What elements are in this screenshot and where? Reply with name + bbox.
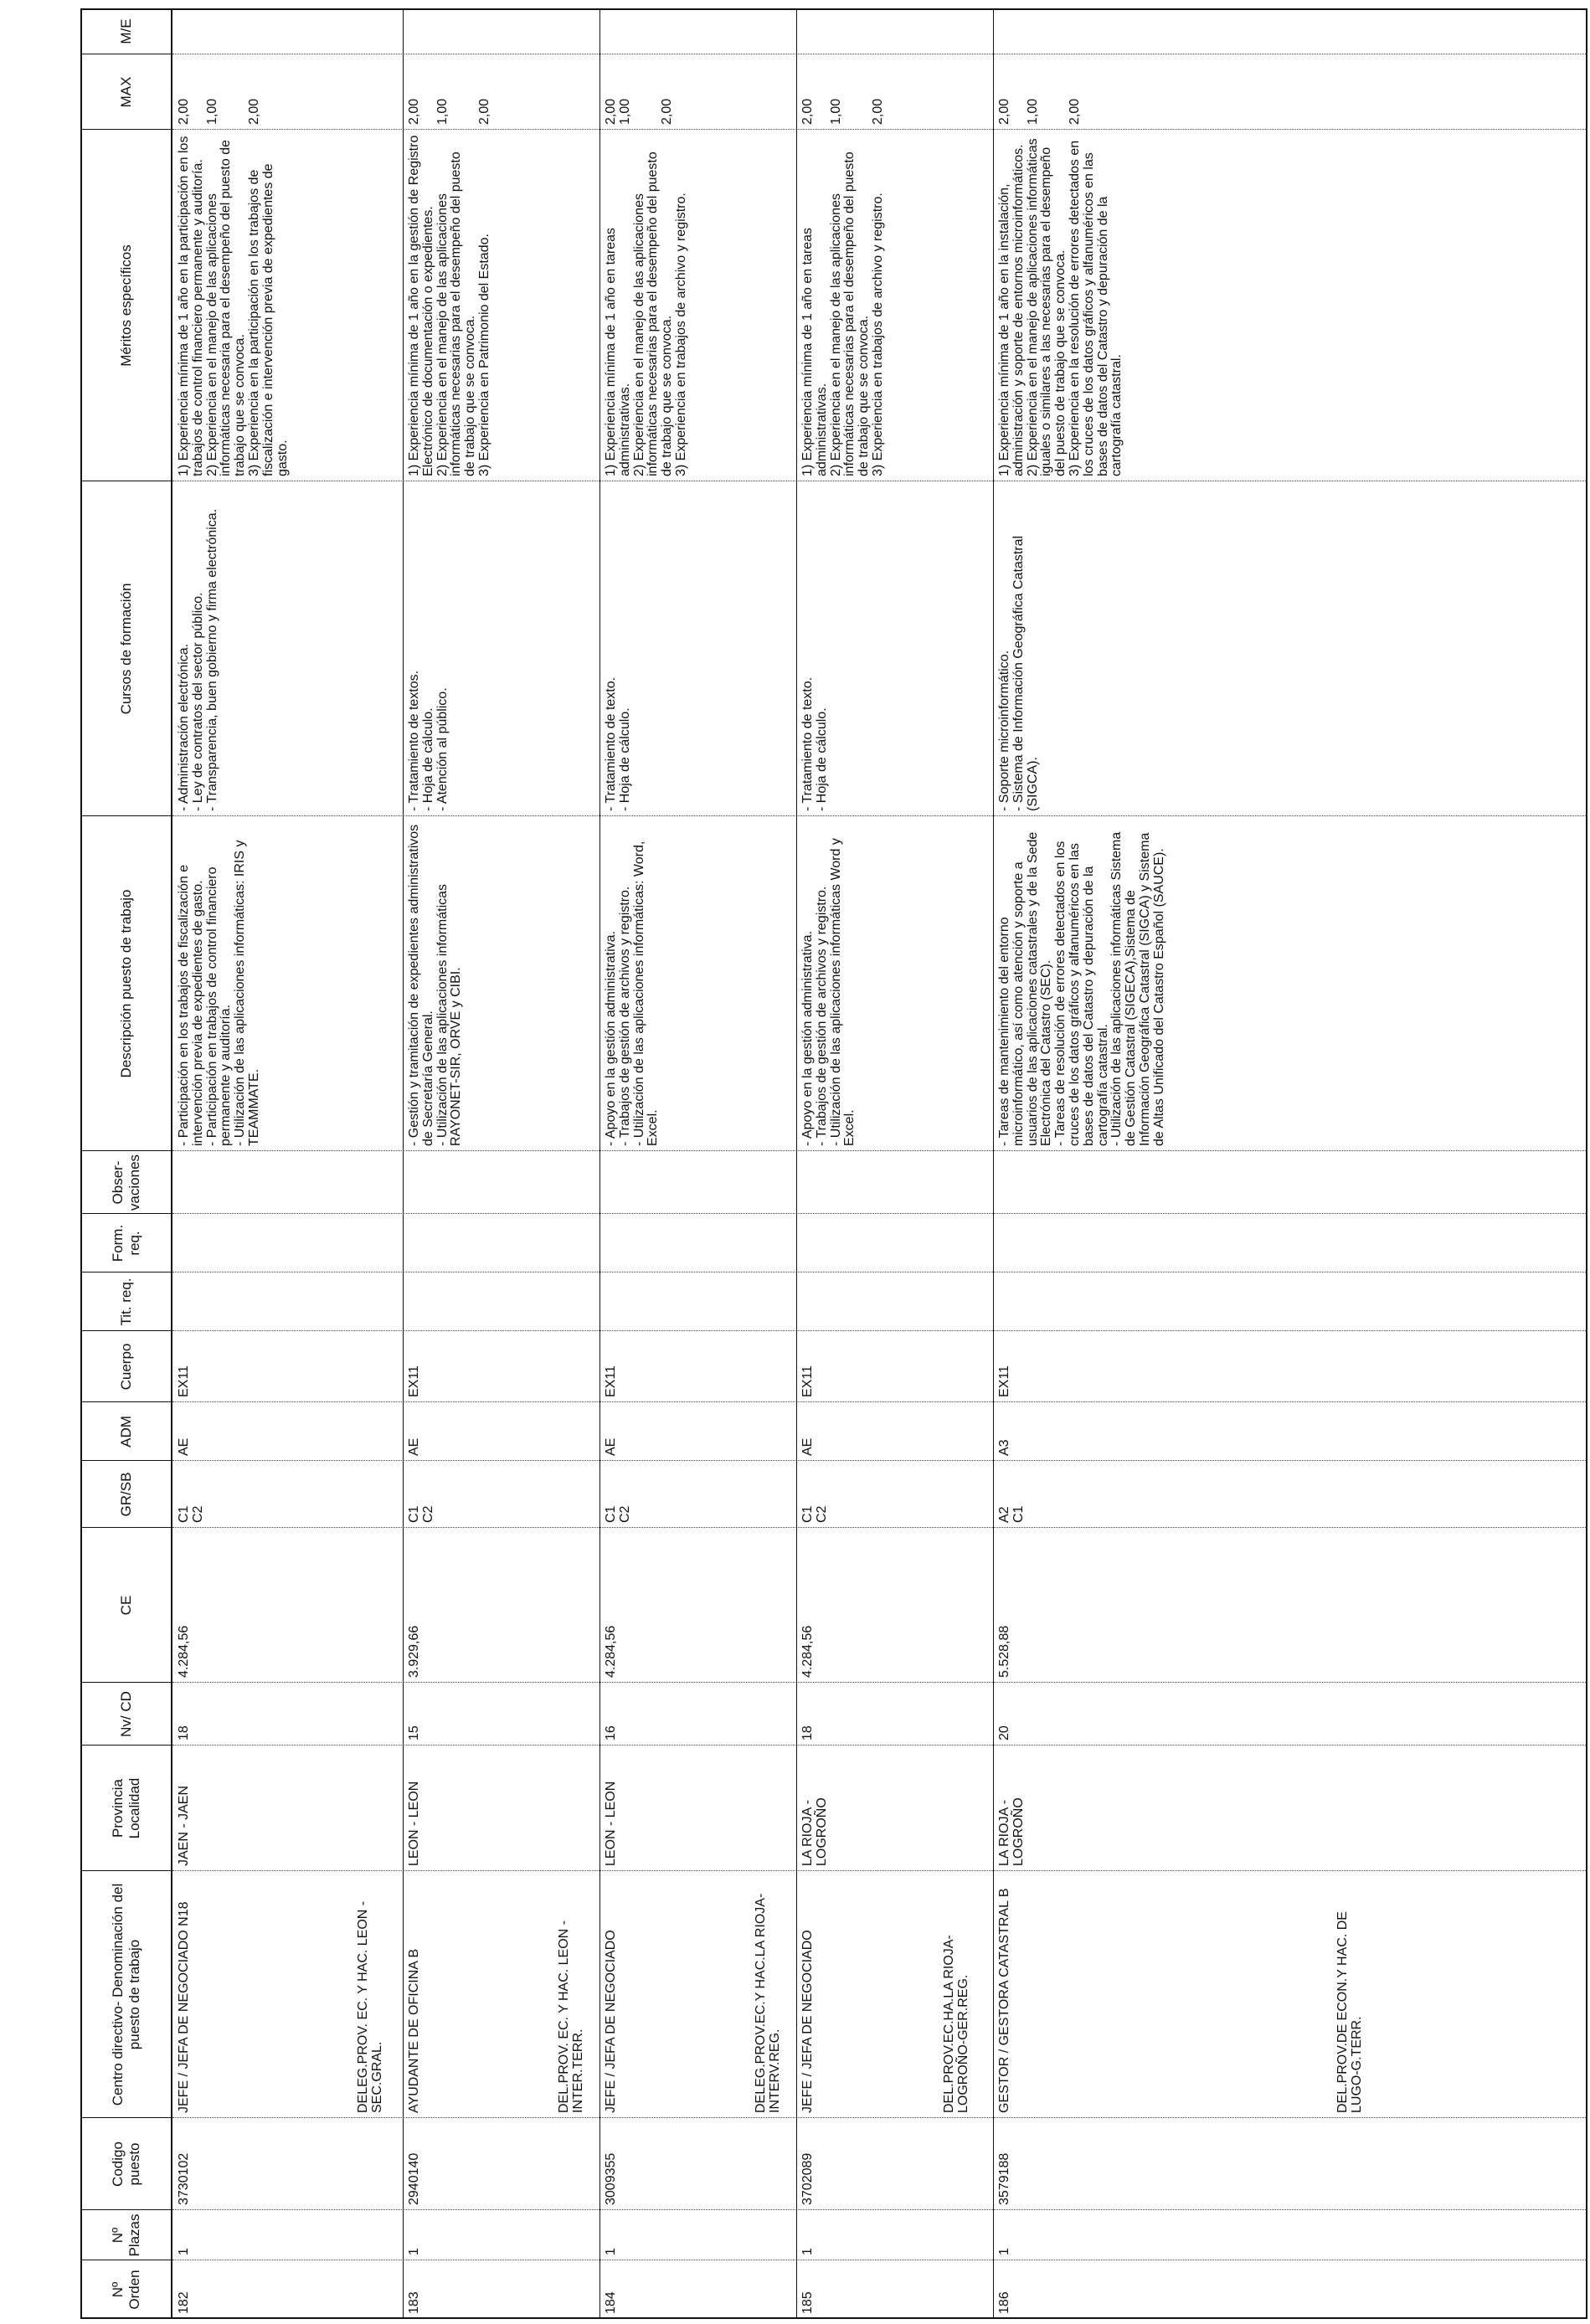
cell-max: 2,00 1,00 2,00 — [177, 98, 261, 125]
cell-orden: 182 — [177, 2291, 191, 2314]
cell-codigo: 3730102 — [177, 2152, 191, 2205]
header-cuerpo: Cuerpo — [118, 1343, 135, 1391]
cell-max: 2,00 1,00 2,00 — [997, 98, 1082, 125]
header-descripcion: Descripción puesto de trabajo — [118, 889, 135, 1078]
header-formacion: Form. req. — [110, 1224, 142, 1262]
column-divider — [80, 1150, 172, 1151]
table-header — [80, 8, 172, 2319]
cell-cursos: - Administración electrónica. - Ley de contratos del sector público. - Transparencia, buen gobierno y firma electrónica. — [177, 508, 219, 811]
cell-plazas: 1 — [177, 2248, 191, 2255]
cell-grupo: C1 C2 — [800, 1505, 829, 1523]
cell-cuerpo: EX11 — [177, 1365, 191, 1397]
header-codigo: Codigo puesto — [110, 2141, 142, 2187]
cell-adm: AE — [604, 1437, 618, 1456]
cell-ce: 4.284,56 — [800, 1625, 815, 1678]
column-divider — [80, 1330, 172, 1331]
cell-orden: 183 — [407, 2291, 421, 2314]
cell-nivel: 20 — [997, 1725, 1011, 1740]
cell-ce: 3.929,66 — [407, 1625, 421, 1678]
column-divider — [80, 1870, 172, 1871]
cell-centro-directivo: DEL.PROV. EC. Y HAC. LEON - INTER.TERR. — [557, 1920, 585, 2113]
column-divider — [80, 1460, 172, 1461]
cell-codigo: 3702089 — [800, 2152, 815, 2205]
header-titulacion: Tit. req. — [118, 1278, 135, 1326]
cell-ce: 4.284,56 — [604, 1625, 618, 1678]
header-me: M/E — [118, 18, 135, 44]
cell-descripcion: - Gestión y tramitación de expedientes administrativos de Secretaría General. - Utilización de las aplicaciones informáticas RAYONET-SIR, ORVE y CIBI. — [407, 824, 464, 1146]
cell-max: 2,00 1,00 2,00 — [800, 98, 885, 125]
cell-nivel: 16 — [604, 1725, 618, 1740]
cell-codigo: 3579188 — [997, 2152, 1011, 2205]
cell-meritos: 1) Experiencia mínima de 1 año en tareas administrativas. 2) Experiencia en el manejo de las aplicaciones informáticas necesarias para el desempeño del puesto de trabajo que se convoca. 3) Experiencia en trabajos de archivo y registro. — [800, 152, 885, 476]
cell-centro: JEFE / JEFA DE NEGOCIADO — [800, 1930, 815, 2113]
cell-plazas: 1 — [407, 2248, 421, 2255]
cell-centro-directivo: DELEG.PROV.EC.Y HAC.LA RIOJA-INTERV.REG. — [754, 1893, 782, 2113]
cell-nivel: 18 — [800, 1725, 815, 1740]
header-cursos: Cursos de formación — [118, 583, 135, 715]
cell-centro-directivo: DEL.PROV.EC.HA.LA RIOJA-LOGROÑO-GER.REG. — [942, 1935, 970, 2113]
cell-cursos: - Tratamiento de texto. - Hoja de cálculo. — [604, 676, 632, 811]
column-divider — [80, 1401, 172, 1402]
cell-meritos: 1) Experiencia mínima de 1 año en tareas administrativas. 2) Experiencia en el manejo de las aplicaciones informáticas necesarias para el desempeño del puesto de trabajo que se convoca. 3) Experiencia en trabajos de archivo y registro. — [604, 152, 688, 476]
cell-adm: AE — [177, 1437, 191, 1456]
cell-provincia: LEON - LEON — [604, 1781, 618, 1866]
header-observaciones: Obser- vaciones — [110, 1154, 142, 1211]
cell-cuerpo: EX11 — [997, 1365, 1011, 1397]
cell-max: 2,00 1,00 2,00 — [407, 98, 491, 125]
table-row — [993, 8, 1587, 2319]
cell-orden: 185 — [800, 2291, 815, 2314]
header-plazas: Nº Plazas — [110, 2213, 142, 2257]
cell-meritos: 1) Experiencia mínima de 1 año en la gestión de Registro Electrónico de documentación o expedientes. 2) Experiencia en el manejo de las aplicaciones informáticas necesarias para el desempeño del puesto de trabajo que se convoca. 3) Experiencia en Patrimonio del Estado. — [407, 135, 491, 476]
cell-adm: A3 — [997, 1439, 1011, 1456]
column-divider — [80, 2209, 172, 2210]
header-centro: Centro directivo- Denominación del puesto de trabajo — [110, 1883, 142, 2106]
column-divider — [80, 2117, 172, 2118]
cell-max: 2,00 1,00 2,00 — [604, 98, 675, 125]
cell-centro: GESTOR / GESTORA CATASTRAL B — [997, 1888, 1011, 2113]
cell-plazas: 1 — [997, 2248, 1011, 2255]
cell-codigo: 2940140 — [407, 2152, 421, 2205]
cell-descripcion: - Participación en los trabajos de fiscalización e intervención previa de expedientes de gasto. - Participación en trabajos de control financiero permanente y auditoría. - Utilización de las aplicaciones informáticas: IRIS y TEAMMATE. — [177, 840, 261, 1146]
cell-orden: 184 — [604, 2291, 618, 2314]
cell-adm: AE — [800, 1437, 815, 1456]
cell-grupo: C1 C2 — [407, 1505, 435, 1523]
header-provincia: Provincia Localidad — [110, 1777, 142, 1839]
column-divider — [80, 1213, 172, 1214]
column-divider — [80, 815, 172, 816]
cell-centro-directivo: DEL.PROV.DE ECON.Y HAC. DE LUGO-G.TERR. — [1335, 1911, 1364, 2113]
header-meritos: Méritos específicos — [118, 244, 135, 367]
cell-ce: 5.528,88 — [997, 1625, 1011, 1678]
cell-cursos: - Tratamiento de texto. - Hoja de cálculo. — [800, 676, 829, 811]
cell-orden: 186 — [997, 2291, 1011, 2314]
cell-nivel: 18 — [177, 1725, 191, 1740]
header-adm: ADM — [118, 1416, 135, 1447]
cell-meritos: 1) Experiencia mínima de 1 año en la participación en los trabajos de control financiero permanente y auditoría. 2) Experiencia en el manejo de las aplicaciones informáticas necesaria para el desempeño del puesto de trabajo que se convoca. 3) Experiencia en la participación en los trabajos de fiscalización e intervención previa de expedientes de gasto. — [177, 136, 290, 476]
cell-grupo: C1 C2 — [604, 1505, 632, 1523]
cell-adm: AE — [407, 1437, 421, 1456]
cell-grupo: C1 C2 — [177, 1505, 205, 1523]
cell-codigo: 3009355 — [604, 2152, 618, 2205]
cell-provincia: LA RIOJA - LOGROÑO — [997, 1797, 1026, 1866]
column-divider — [80, 129, 172, 130]
cell-cursos: - Tratamiento de textos. - Hoja de cálculo. - Atención al público. — [407, 670, 450, 811]
cell-grupo: A2 C1 — [997, 1505, 1026, 1523]
cell-descripcion: - Tareas de mantenimiento del entorno microinformático, así como atención y soporte a usuarios de las aplicaciones catastrales y de la Sede Electrónica del Catastro (SEC). - Tareas de resolución de errores detectados en los cruces de los datos gráficos y alfanuméricos en las bases de datos del Catastro y depuración de la cartografía catastral. - Utilización de las aplicaciones informáticas Sistema de Gestión Catastral (SIGECA),Sistema de Información Geográfica Catastral (SIGCA) y Sistema de Altas Unificado del Catastro Español (SAUCE). — [997, 831, 1166, 1146]
header-orden: Nº Orden — [110, 2270, 142, 2310]
cell-ce: 4.284,56 — [177, 1625, 191, 1678]
cell-centro: JEFE / JEFA DE NEGOCIADO — [604, 1930, 618, 2113]
header-nivel: Nv/ CD — [118, 1691, 135, 1737]
cell-descripcion: - Apoyo en la gestión administrativa. - Trabajos de gestión de archivos y registro. - Utilización de las aplicaciones informáticas Word y Excel. — [800, 838, 857, 1146]
cell-provincia: LEON - LEON — [407, 1781, 421, 1866]
cell-cuerpo: EX11 — [800, 1365, 815, 1397]
cell-provincia: JAEN - JAEN — [177, 1785, 191, 1866]
job-listing-table — [80, 8, 1587, 2319]
cell-plazas: 1 — [604, 2248, 618, 2255]
header-ce: CE — [118, 1595, 135, 1616]
cell-meritos: 1) Experiencia mínima de 1 año en la instalación, administración y soporte de entornos microinformáticos. 2) Experiencia en el manejo de aplicaciones informáticas iguales o similares a las necesarias para el desempeño del puesto de trabajo que se convoca. 3) Experiencia en la resolución de errores detectados en los cruces de los datos gráficos y alfanuméricos en las bases de datos del Catastro y depuración de la cartografía catastral. — [997, 138, 1124, 476]
header-grupo: GR/SB — [118, 1472, 135, 1517]
cell-provincia: LA RIOJA - LOGROÑO — [800, 1797, 829, 1866]
cell-plazas: 1 — [800, 2248, 815, 2255]
cell-cursos: - Soporte microinformático. - Sistema de Información Geográfica Catastral (SIGCA). — [997, 535, 1040, 811]
cell-centro-directivo: DELEG.PROV. EC. Y HAC. LEON - SEC.GRAL. — [356, 1900, 384, 2113]
cell-centro: AYUDANTE DE OFICINA B — [407, 1948, 421, 2113]
column-divider — [80, 1272, 172, 1273]
column-divider — [80, 1682, 172, 1683]
header-max: MAX — [118, 76, 135, 108]
cell-cuerpo: EX11 — [604, 1365, 618, 1397]
cell-descripcion: - Apoyo en la gestión administrativa. - Trabajos de gestión de archivos y registro. - Utilización de las aplicaciones informáticas: Word, Excel. — [604, 841, 661, 1146]
cell-centro: JEFE / JEFA DE NEGOCIADO N18 — [177, 1901, 191, 2113]
cell-cuerpo: EX11 — [407, 1365, 421, 1397]
cell-nivel: 15 — [407, 1725, 421, 1740]
column-divider — [80, 1745, 172, 1746]
column-divider — [80, 1527, 172, 1528]
